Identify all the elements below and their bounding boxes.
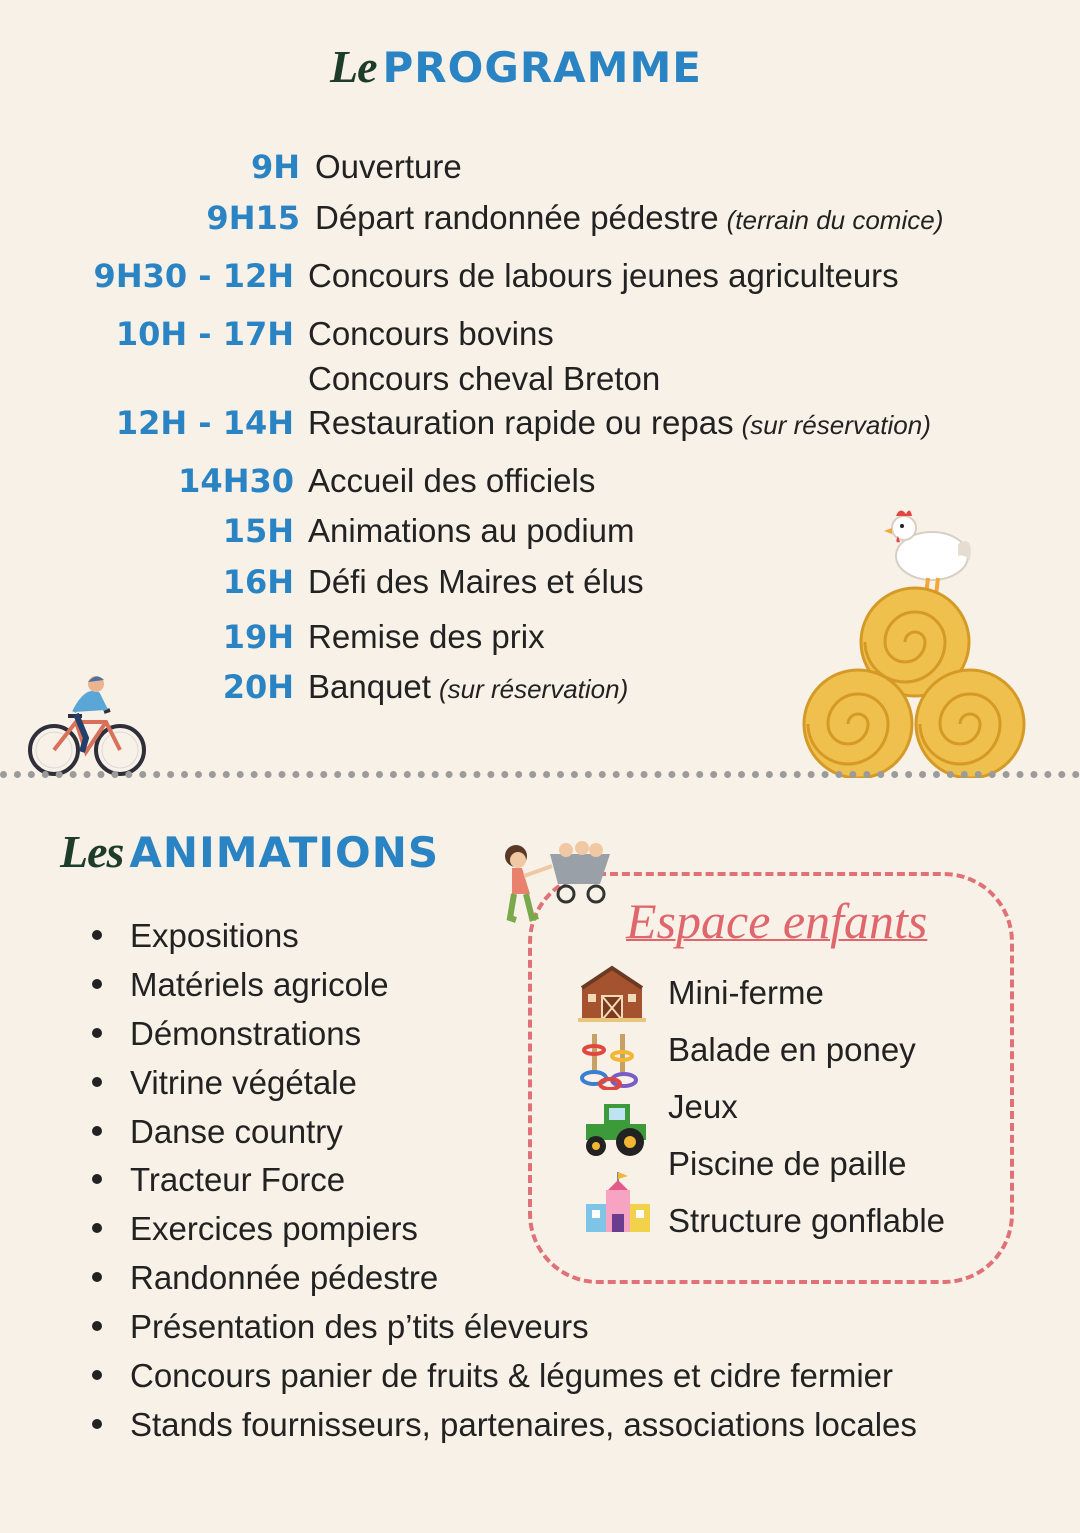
bullet-icon bbox=[92, 1223, 102, 1233]
schedule-desc bbox=[308, 309, 554, 359]
animations-title bbox=[60, 825, 439, 878]
bullet-icon bbox=[92, 1419, 102, 1429]
schedule-time: 9H30 - 12H bbox=[93, 257, 294, 295]
kids-item: Mini-ferme bbox=[668, 974, 824, 1011]
schedule-time: 9H15 bbox=[206, 199, 300, 237]
list-item-text: Stands fournisseurs, partenaires, associations locales bbox=[130, 1406, 917, 1443]
bullet-icon bbox=[92, 1370, 102, 1380]
schedule-desc bbox=[308, 398, 931, 450]
schedule-desc bbox=[308, 612, 545, 662]
schedule-row bbox=[0, 309, 1080, 359]
schedule-row bbox=[0, 398, 1080, 448]
schedule-desc-text: Défi des Maires et élus bbox=[308, 563, 644, 600]
schedule-desc bbox=[308, 251, 899, 301]
schedule-row bbox=[0, 193, 1080, 243]
list-item bbox=[92, 1109, 343, 1155]
bullet-icon bbox=[92, 930, 102, 940]
schedule-desc-text: Accueil des officiels bbox=[308, 462, 596, 499]
schedule-desc bbox=[308, 662, 628, 714]
bullet-icon bbox=[92, 1028, 102, 1038]
bullet-icon bbox=[92, 1321, 102, 1331]
schedule-desc bbox=[308, 354, 660, 404]
bullet-icon bbox=[92, 1126, 102, 1136]
schedule-row bbox=[0, 354, 1080, 404]
schedule-desc-text: Animations au podium bbox=[308, 512, 635, 549]
hen-icon bbox=[878, 500, 978, 600]
bullet-icon bbox=[92, 1077, 102, 1087]
list-item bbox=[92, 1011, 361, 1057]
schedule-desc-text: Concours de labours jeunes agriculteurs bbox=[308, 257, 899, 294]
schedule-desc bbox=[308, 456, 595, 506]
schedule-time: 9H bbox=[250, 148, 300, 186]
schedule-desc bbox=[315, 142, 462, 192]
list-item bbox=[92, 1157, 345, 1203]
schedule-desc-text: Ouverture bbox=[315, 148, 462, 185]
list-item-text: Exercices pompiers bbox=[130, 1210, 418, 1247]
schedule-time: 20H bbox=[222, 668, 294, 706]
programme-title-script: Le bbox=[330, 41, 377, 92]
list-item-text: Randonnée pédestre bbox=[130, 1259, 439, 1296]
bullet-icon bbox=[92, 1174, 102, 1184]
list-item bbox=[92, 1060, 357, 1106]
schedule-note: (sur réservation) bbox=[741, 410, 931, 440]
animations-title-script: Les bbox=[60, 826, 124, 877]
ring-toss-icon bbox=[580, 1030, 644, 1090]
schedule-note: (sur réservation) bbox=[438, 674, 629, 704]
list-item-text: Danse country bbox=[130, 1113, 343, 1150]
schedule-time: 12H - 14H bbox=[115, 404, 294, 442]
schedule-time: 16H bbox=[222, 563, 294, 601]
list-item-text: Expositions bbox=[130, 917, 299, 954]
schedule-row bbox=[0, 456, 1080, 506]
kids-area-title: Espace enfants bbox=[626, 893, 928, 949]
programme-title bbox=[330, 40, 702, 93]
list-item bbox=[92, 1304, 589, 1350]
list-item bbox=[92, 1206, 418, 1252]
list-item-text: Vitrine végétale bbox=[130, 1064, 357, 1101]
kids-item: Balade en poney bbox=[668, 1031, 916, 1068]
kids-item: Piscine de paille bbox=[668, 1145, 907, 1182]
schedule-time: 15H bbox=[222, 512, 294, 550]
animations-title-caps: ANIMATIONS bbox=[129, 828, 440, 877]
list-item bbox=[92, 913, 299, 959]
schedule-desc-text: Concours cheval Breton bbox=[308, 360, 661, 397]
schedule-desc-text: Concours bovins bbox=[308, 315, 554, 352]
schedule-desc bbox=[308, 506, 635, 556]
list-item-text: Démonstrations bbox=[130, 1015, 362, 1052]
schedule-time: 14H30 bbox=[178, 462, 294, 500]
list-item bbox=[92, 1353, 893, 1399]
schedule-desc-text: Restauration rapide ou repas bbox=[308, 404, 734, 441]
section-divider bbox=[0, 771, 1080, 778]
list-item-text: Tracteur Force bbox=[130, 1161, 346, 1198]
stroller-icon bbox=[500, 836, 618, 928]
schedule-desc bbox=[315, 193, 943, 245]
schedule-row bbox=[0, 142, 1080, 192]
tractor-icon bbox=[582, 1100, 650, 1158]
programme-title-caps: PROGRAMME bbox=[382, 43, 702, 92]
list-item bbox=[92, 1402, 917, 1448]
schedule-desc-text: Remise des prix bbox=[308, 618, 545, 655]
list-item-text: Concours panier de fruits & légumes et cidre fermier bbox=[130, 1357, 893, 1394]
list-item bbox=[92, 962, 389, 1008]
hay-bales-icon bbox=[800, 586, 1032, 778]
schedule-desc-text: Départ randonnée pédestre bbox=[315, 199, 719, 236]
kids-item: Jeux bbox=[668, 1088, 738, 1125]
bouncy-castle-icon bbox=[584, 1170, 652, 1236]
schedule-desc bbox=[308, 557, 644, 607]
schedule-desc-text: Banquet bbox=[308, 668, 431, 705]
schedule-time: 10H - 17H bbox=[115, 315, 294, 353]
cyclist-icon bbox=[24, 672, 148, 778]
list-item-text: Présentation des p’tits éleveurs bbox=[130, 1308, 589, 1345]
bullet-icon bbox=[92, 979, 102, 989]
schedule-row bbox=[0, 251, 1080, 301]
list-item-text: Matériels agricole bbox=[130, 966, 389, 1003]
schedule-note: (terrain du comice) bbox=[726, 205, 944, 235]
barn-icon bbox=[578, 964, 646, 1022]
kids-item: Structure gonflable bbox=[668, 1202, 946, 1239]
schedule-time: 19H bbox=[222, 618, 294, 656]
list-item bbox=[92, 1255, 438, 1301]
bullet-icon bbox=[92, 1272, 102, 1282]
